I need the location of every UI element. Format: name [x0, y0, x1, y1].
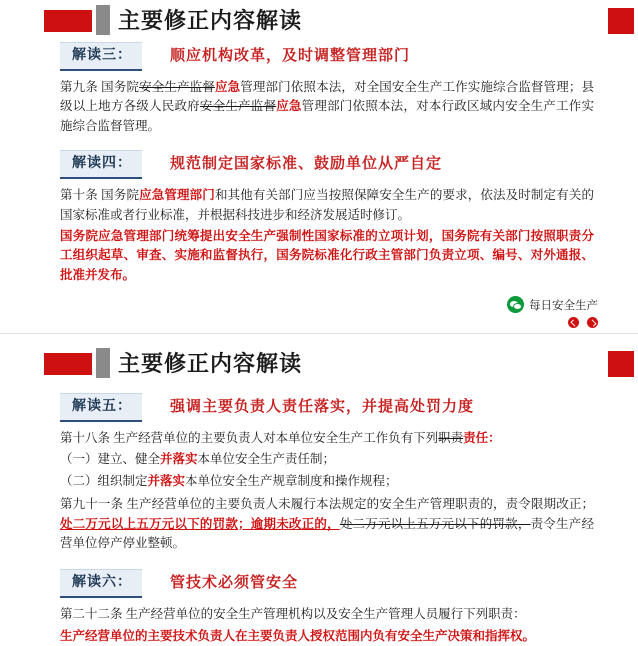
section-jiedu-6	[0, 569, 638, 599]
section-3-body	[0, 78, 638, 136]
section-4-title: 规范制定国家标准、鼓励单位从严自定	[170, 156, 443, 173]
section-3-title: 顺应机构改革，及时调整管理部门	[170, 48, 411, 64]
header-red-block-left	[44, 353, 92, 375]
section-jiedu-4	[0, 150, 638, 180]
emphasis-text: 责任：	[463, 431, 501, 445]
strike-text: 安全生产监督	[139, 80, 215, 94]
emphasis-text: 应急	[276, 99, 302, 114]
section-3-tag: 解读三：	[60, 42, 142, 71]
paragraph: 第九十一条 生产经营单位的主要负责人未履行本法规定的安全生产管理职责的，责令限期改正；处二万元以上五万元以下的罚款；逾期未改正的，处二万元以上五万元以下的罚款，责令生产经营单位停产停业整顿。	[60, 497, 594, 550]
strike-text: 处二万元以上五万元以下的罚款，	[339, 516, 531, 531]
header-red-block-right	[608, 8, 634, 34]
emphasis-text: 并落实	[147, 473, 186, 488]
section-4-tag: 解读四：	[60, 150, 142, 179]
emphasis-text: 应急	[214, 80, 241, 94]
header-red-block-right	[608, 351, 634, 377]
paragraph: 第十条 国务院应急管理部门和其他有关部门应当按照保障安全生产的要求，依法及时制定有关的国家标准或者行业标准，并根据科技进步和经济发展适时修订。	[60, 188, 594, 222]
section-5-body	[0, 429, 638, 553]
emphasis-text: 并落实	[160, 452, 198, 467]
section-6-head	[60, 569, 594, 599]
section-3-head	[60, 42, 594, 72]
page-title: 主要修正内容解读	[118, 8, 303, 33]
paragraph: 第二十二条 生产经营单位的安全生产管理机构以及安全生产管理人员履行下列职责：	[60, 607, 526, 622]
header-gray-bar	[96, 348, 110, 378]
section-6-tag: 解读六：	[60, 569, 142, 598]
slide-2-header	[0, 337, 638, 379]
paragraph: （二）组织制定并落实本单位安全生产规章制度和操作规程；	[60, 473, 398, 488]
wechat-icon	[507, 296, 524, 313]
emphasis-text: 应急管理部门	[139, 188, 215, 203]
section-5-head	[60, 393, 594, 423]
emphasis-text: 处二万元以上五万元以下的罚款；逾期未改正的，	[60, 516, 340, 531]
paragraph-emphasis: 生产经营单位的主要技术负责人在主要负责人授权范围内负有安全生产决策和指挥权。	[60, 628, 536, 643]
section-5-tag: 解读五：	[60, 393, 142, 422]
section-4-head	[60, 150, 594, 180]
header-gray-bar	[96, 5, 110, 35]
wechat-badge	[507, 296, 598, 313]
slide-2	[0, 337, 638, 643]
section-jiedu-3	[0, 42, 638, 72]
section-5-title: 强调主要负责人责任落实，并提高处罚力度	[170, 399, 475, 415]
paragraph: 第九条 国务院安全生产监督应急管理部门依照本法，对全国安全生产工作实施综合监督管理；县级以上地方各级人民政府安全生产监督应急管理部门依照本法，对本行政区域内安全生产工作实施综合监督管理。	[60, 80, 594, 133]
wechat-account-name: 每日安全生产	[529, 299, 598, 312]
slide-1-footer	[0, 287, 638, 333]
paragraph: 第十八条 生产经营单位的主要负责人对本单位安全生产工作负有下列职责责任：	[60, 431, 501, 445]
slide-nav[interactable]	[568, 317, 598, 328]
section-jiedu-5	[0, 393, 638, 423]
slide-1-header	[0, 0, 638, 42]
section-6-title: 管技术必须管安全	[170, 575, 299, 592]
paragraph: （一）建立、健全并落实本单位安全生产责任制；	[60, 452, 336, 467]
header-red-block-left	[44, 10, 92, 32]
chevron-right-icon[interactable]	[587, 317, 598, 328]
strike-text: 职责	[438, 431, 464, 445]
paragraph-emphasis: 国务院应急管理部门统筹提出安全生产强制性国家标准的立项计划，国务院有关部门按照职责分工组织起草、审查、实施和监督执行，国务院标准化行政主管部门负责立项、编号、对外通报、批准并发布。	[60, 228, 594, 282]
page-title: 主要修正内容解读	[118, 351, 303, 376]
chevron-left-icon[interactable]	[568, 317, 579, 328]
strike-text: 安全生产监督	[199, 99, 277, 114]
